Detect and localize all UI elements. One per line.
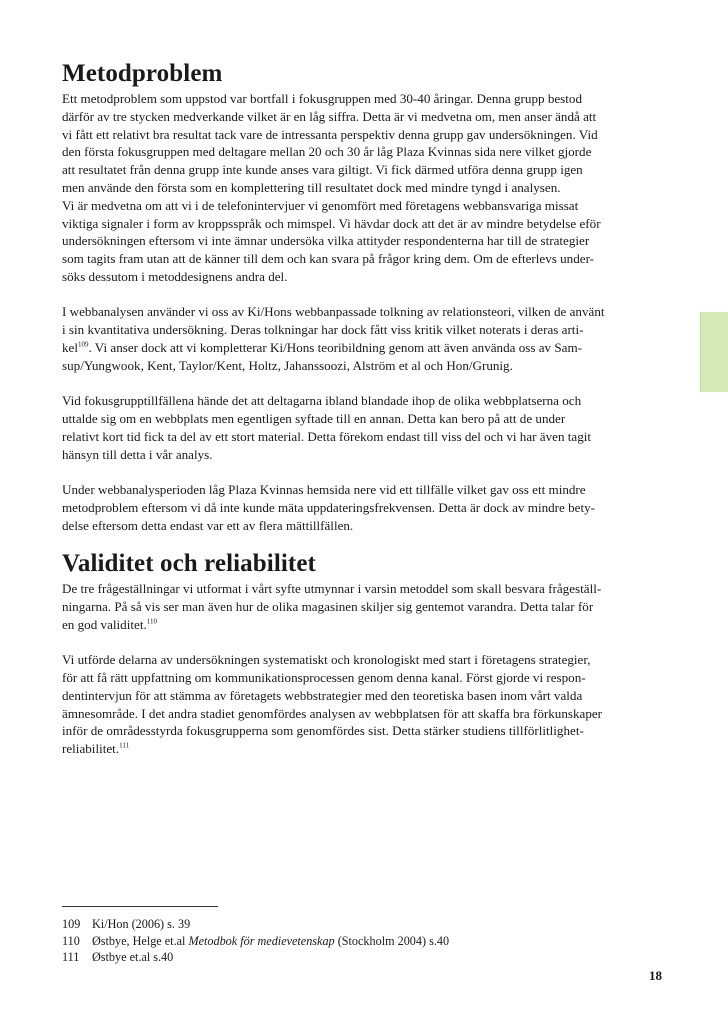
footnote-110: [62, 934, 449, 949]
footnote-divider: [62, 906, 218, 907]
text-line: Vid fokusgrupptillfällena hände det att deltagarna ibland blandade ihop de olika webbplatserna och: [62, 393, 582, 409]
footnote-text: Østbye et.al s.40: [92, 950, 174, 964]
text-line: i sin kvantitativa undersökning. Deras tolkningar har dock fått viss kritik vilket noterats i deras arti-: [62, 322, 584, 338]
text-line: kel: [62, 339, 78, 355]
text-line: delse eftersom detta endast var ett av flera mättillfällen.: [62, 517, 354, 533]
paragraph: [62, 481, 666, 534]
text-line: söks dessutom i metoddesignens andra del.: [62, 268, 288, 284]
text-line: att resultatet från denna grupp inte kunde anses vara giltigt. Vi fick därmed utföra denna grupp igen: [62, 162, 583, 178]
text-line: Vi är medvetna om att vi i de telefonintervjuer vi genomfört med företagens webbansvariga missat: [62, 197, 579, 213]
text-line: Vi utförde delarna av undersökningen systematiskt och kronologiskt med start i företagens strategier,: [62, 652, 591, 668]
footnote-text: (Stockholm 2004) s.40: [334, 934, 450, 948]
page-number: 18: [649, 968, 662, 983]
footnote-111: [62, 950, 173, 965]
text-line: vi fått ett relativt bra resultat tack vare de intressanta perspektiv denna grupp gav undersökningen. Vid: [62, 126, 598, 142]
text-line: . Vi anser dock att vi kompletterar Ki/Hons teoribildning genom att även använda oss av Sam-: [88, 339, 583, 355]
paragraph: [62, 580, 666, 633]
text-line: sup/Yungwook, Kent, Taylor/Kent, Holtz, Jahanssoozi, Alström et al och Hon/Grunig.: [62, 357, 513, 373]
footnote-ref-110[interactable]: 110: [146, 617, 157, 626]
chapter-side-tab: [700, 312, 728, 392]
text-line: uttalde sig om en webbplats men egentligen syftade till en annan. Detta kan bero på att de under: [62, 410, 566, 426]
footnote-text: Ki/Hon (2006) s. 39: [92, 917, 191, 931]
text-line: metodproblem eftersom vi då inte kunde mäta uppdateringsfrekvensen. Detta är dock av mindre bety-: [62, 499, 596, 515]
text-line: reliabilitet.: [62, 741, 120, 757]
main-content: [62, 58, 666, 758]
text-line: som tagits fram utan att de känner till dem och kan svara på frågor kring dem. Om de efterlevs under-: [62, 251, 595, 267]
text-line: inför de områdesstyrda fokusgrupperna som genomfördes sist. Detta stärker studiens tillförlitlighet-: [62, 723, 584, 739]
footnote-text: Østbye, Helge et.al: [92, 934, 189, 948]
text-line: ningarna. På så vis ser man även hur de olika magasinen skiljer sig gentemot varandra. Detta talar för: [62, 599, 594, 615]
text-line: därför av tre stycken medverkande vilket är en låg siffra. Detta är vi medvetna om, men anser ändå att: [62, 108, 597, 124]
text-line: viktiga signaler i form av kroppsspråk och mimspel. Vi hävdar dock att det är av mindre betydelse eför: [62, 215, 601, 231]
footnote-ref-109[interactable]: 109: [78, 340, 89, 349]
footnote-ref-111[interactable]: 111: [119, 741, 130, 750]
footnote-number: 109: [62, 917, 81, 931]
text-line: relativt kort tid fick ta del av ett stort material. Detta förekom endast till viss del och vi har även tagit: [62, 428, 592, 444]
footnote-number: 111: [62, 950, 80, 964]
paragraph: [62, 392, 666, 463]
text-line: Ett metodproblem som uppstod var bortfall i fokusgruppen med 30-40 åringar. Denna grupp bestod: [62, 91, 583, 106]
text-line: Under webbanalysperioden låg Plaza Kvinnas hemsida nere vid ett tillfälle vilket gav oss ett mindre: [62, 481, 586, 497]
text-line: för att få rätt uppfattning om kommunikationsprocessen genom denna kanal. Först gjorde vi respon-: [62, 670, 586, 686]
paragraph: [62, 303, 666, 374]
text-line: De tre frågeställningar vi utformat i vårt syfte utmynnar i varsin metoddel som skall besvara frågeställ-: [62, 581, 602, 597]
text-line: en god validitet.: [62, 616, 147, 632]
paragraph: [62, 90, 666, 286]
section-heading-validitet: Validitet och reliabilitet: [62, 550, 316, 578]
text-line: undersökningen eftersom vi inte ämnar undersöka vilka attityder respondenterna har till de strategier: [62, 233, 590, 249]
text-line: den första fokusgruppen med deltagare mellan 20 och 30 år låg Plaza Kvinnas sida nere vilket gjorde: [62, 144, 592, 160]
text-line: men använde den första som en komplettering till resultatet dock med mindre tyngd i analysen.: [62, 179, 561, 195]
paragraph: [62, 651, 666, 758]
footnote-book-title: Metodbok för medievetenskap: [188, 934, 335, 948]
section-heading-metodproblem: Metodproblem: [62, 60, 223, 87]
footnote-109: [62, 917, 190, 932]
text-line: I webbanalysen använder vi oss av Ki/Hons webbanpassade tolkning av relationsteori, vilken de använt: [62, 304, 605, 320]
text-line: dentintervjun för att stämma av företagets webbstrategier med den teoretiska basen inom vårt valda: [62, 687, 583, 703]
text-line: ämnesområde. I det andra stadiet genomfördes analysen av webbplatsen för att skaffa bra förkunskaper: [62, 705, 603, 721]
text-line: hänsyn till detta i vår analys.: [62, 446, 213, 462]
footnote-number: 110: [62, 934, 80, 948]
